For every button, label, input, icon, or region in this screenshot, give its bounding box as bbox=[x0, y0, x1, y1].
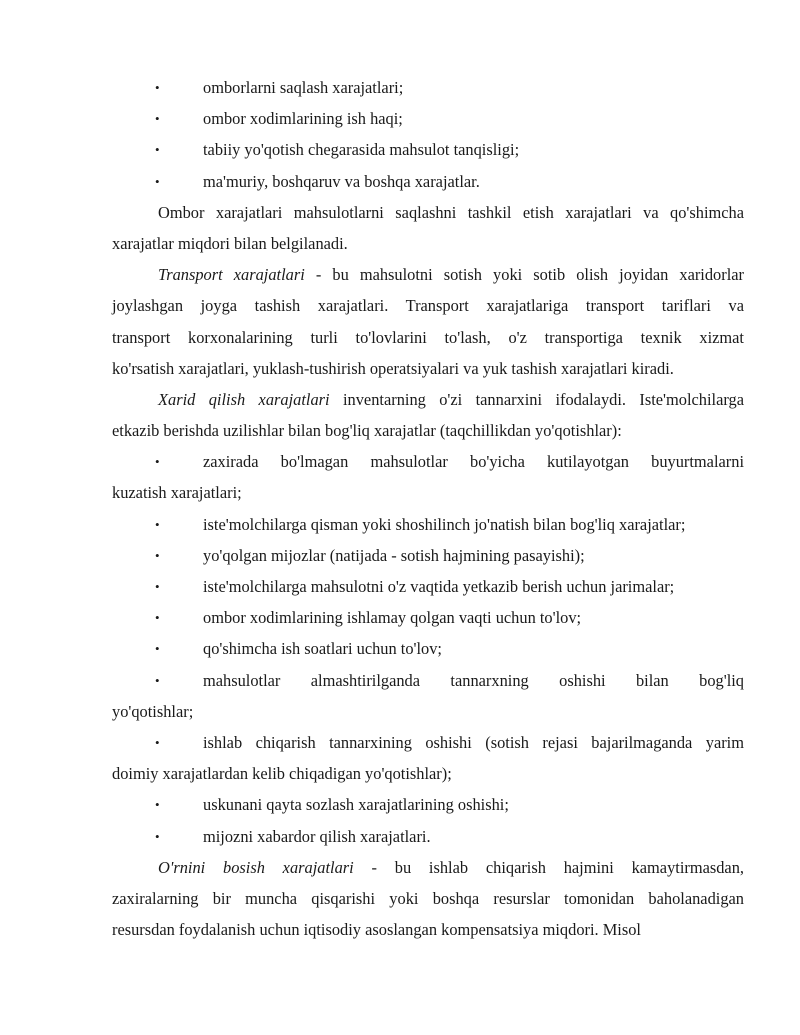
text-line bbox=[112, 571, 744, 602]
term-italic: Transport xarajatlari bbox=[158, 265, 305, 285]
text-line bbox=[112, 322, 744, 353]
bullet-item bbox=[112, 571, 744, 602]
bullet-item bbox=[112, 72, 744, 103]
line-text: zaxirada bo'lmagan mahsulotlar bo'yicha kutilayotgan buyurtmalarni bbox=[203, 452, 744, 472]
line-text: ombor xodimlarining ish haqi; bbox=[203, 109, 403, 129]
text-line bbox=[112, 72, 744, 103]
line-text: resursdan foydalanish uchun iqtisodiy asoslangan kompensatsiya miqdori. Misol bbox=[112, 920, 641, 940]
line-text: inventarning o'zi tannarxini ifodalaydi. Iste'molchilarga bbox=[329, 389, 744, 409]
text-line bbox=[112, 197, 744, 228]
paragraph bbox=[112, 852, 744, 946]
line-text: omborlarni saqlash xarajatlari; bbox=[203, 78, 404, 97]
bullet-item bbox=[112, 509, 744, 540]
line-text: xarajatlar miqdori bilan belgilanadi. bbox=[112, 233, 348, 253]
text-line bbox=[112, 633, 744, 664]
bullet-marker: • bbox=[155, 454, 160, 470]
text-line bbox=[112, 415, 744, 446]
line-text: kuzatish xarajatlari; bbox=[112, 483, 242, 503]
bullet-item bbox=[112, 103, 744, 134]
bullet-marker: • bbox=[155, 734, 160, 750]
bullet-marker: • bbox=[155, 610, 160, 626]
line-text: yo'qolgan mijozlar (natijada - sotish hajmining pasayishi); bbox=[203, 545, 585, 565]
bullet-item bbox=[112, 602, 744, 633]
bullet-marker: • bbox=[155, 547, 160, 563]
text-line bbox=[112, 852, 744, 883]
document-body bbox=[112, 72, 744, 945]
bullet-marker: • bbox=[155, 142, 160, 158]
bullet-item bbox=[112, 134, 744, 165]
line-text: - bu mahsulotni sotish yoki sotib olish joyidan xaridorlar bbox=[304, 265, 744, 285]
bullet-item bbox=[112, 540, 744, 571]
line-text: ishlab chiqarish tannarxining oshishi (sotish rejasi bajarilmaganda yarim bbox=[203, 732, 744, 752]
line-text: joylashgan joyga tashish xarajatlari. Transport xarajatlariga transport tariflari va bbox=[112, 296, 744, 316]
bullet-item bbox=[112, 166, 744, 197]
bullet-marker: • bbox=[155, 672, 160, 688]
text-line bbox=[112, 228, 744, 259]
text-line bbox=[112, 134, 744, 165]
bullet-marker: • bbox=[155, 579, 160, 594]
text-line bbox=[112, 477, 744, 508]
bullet-item bbox=[112, 727, 744, 789]
text-line bbox=[112, 789, 744, 820]
line-text: transport korxonalarining turli to'lovlarini to'lash, o'z transportiga texnik xizmat bbox=[112, 327, 744, 347]
text-line bbox=[112, 883, 744, 914]
text-line bbox=[112, 259, 744, 290]
bullet-item bbox=[112, 789, 744, 820]
term-italic: Xarid qilish xarajatlari bbox=[158, 389, 330, 409]
text-line bbox=[112, 914, 744, 945]
bullet-item bbox=[112, 821, 744, 852]
text-line bbox=[112, 821, 744, 852]
text-line bbox=[112, 384, 744, 415]
text-line bbox=[112, 509, 744, 540]
text-line bbox=[112, 166, 744, 197]
text-line bbox=[112, 446, 744, 477]
text-line bbox=[112, 665, 744, 696]
text-line bbox=[112, 540, 744, 571]
paragraph bbox=[112, 197, 744, 259]
line-text: tabiiy yo'qotish chegarasida mahsulot tanqisligi; bbox=[203, 140, 520, 160]
line-text: iste'molchilarga qisman yoki shoshilinch jo'natish bilan bog'liq xarajatlar; bbox=[203, 514, 686, 534]
text-line bbox=[112, 290, 744, 321]
line-text: uskunani qayta sozlash xarajatlarining oshishi; bbox=[203, 795, 509, 815]
line-text: qo'shimcha ish soatlari uchun to'lov; bbox=[203, 639, 442, 659]
text-line bbox=[112, 602, 744, 633]
bullet-item bbox=[112, 446, 744, 508]
text-line bbox=[112, 103, 744, 134]
bullet-item bbox=[112, 665, 744, 727]
bullet-marker: • bbox=[155, 516, 160, 532]
bullet-item bbox=[112, 633, 744, 664]
line-text: Ombor xarajatlari mahsulotlarni saqlashni tashkil etish xarajatlari va qo'shimcha bbox=[158, 202, 744, 222]
line-text: doimiy xarajatlardan kelib chiqadigan yo'qotishlar); bbox=[112, 764, 452, 784]
line-text: mahsulotlar almashtirilganda tannarxning oshishi bilan bog'liq bbox=[203, 670, 744, 690]
line-text: ombor xodimlarining ishlamay qolgan vaqti uchun to'lov; bbox=[203, 608, 582, 628]
line-text: etkazib berishda uzilishlar bilan bog'liq xarajatlar (taqchillikdan yo'qotishlar): bbox=[112, 421, 622, 441]
line-text: yo'qotishlar; bbox=[112, 701, 194, 721]
line-text: zaxiralarning bir muncha qisqarishi yoki boshqa resurslar tomonidan baholanadigan bbox=[112, 888, 744, 908]
term-italic: O'rnini bosish xarajatlari bbox=[158, 857, 354, 877]
bullet-marker: • bbox=[155, 111, 160, 127]
paragraph bbox=[112, 259, 744, 384]
paragraph bbox=[112, 384, 744, 446]
line-text: ko'rsatish xarajatlari, yuklash-tushirish operatsiyalari va yuk tashish xarajatlari kiradi. bbox=[112, 358, 674, 378]
text-line bbox=[112, 696, 744, 727]
bullet-marker: • bbox=[155, 797, 160, 813]
bullet-marker: • bbox=[155, 173, 160, 189]
text-line bbox=[112, 758, 744, 789]
line-text: mijozni xabardor qilish xarajatlari. bbox=[203, 826, 431, 846]
bullet-marker: • bbox=[155, 828, 160, 844]
bullet-marker: • bbox=[155, 80, 160, 95]
bullet-marker: • bbox=[155, 641, 160, 657]
text-line bbox=[112, 727, 744, 758]
line-text: ma'muriy, boshqaruv va boshqa xarajatlar. bbox=[203, 171, 480, 191]
line-text: - bu ishlab chiqarish hajmini kamaytirmasdan, bbox=[353, 857, 744, 877]
line-text: iste'molchilarga mahsulotni o'z vaqtida yetkazib berish uchun jarimalar; bbox=[203, 577, 675, 596]
text-line bbox=[112, 353, 744, 384]
